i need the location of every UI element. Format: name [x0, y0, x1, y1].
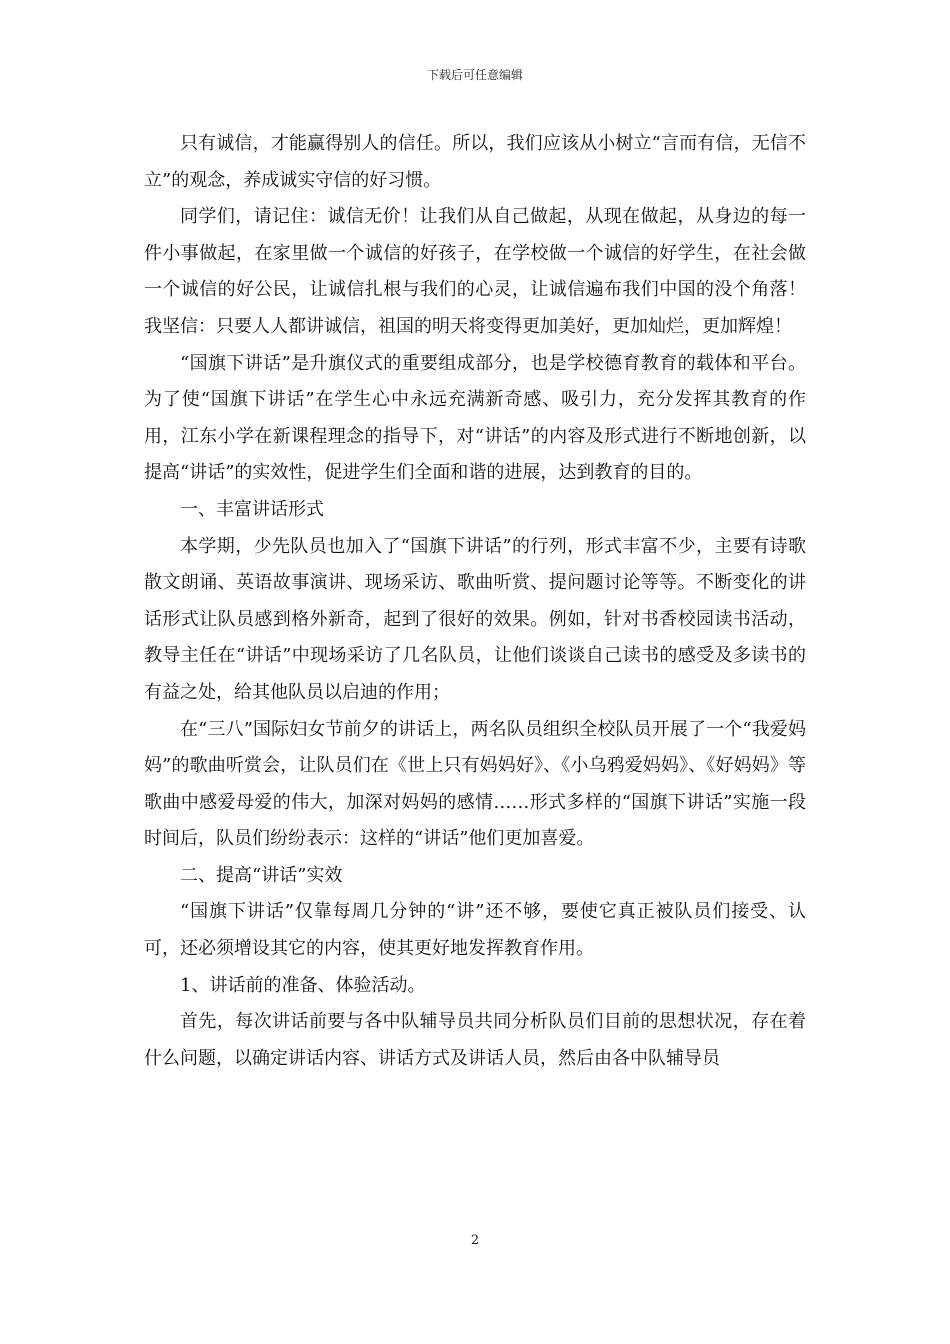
- subsection-heading: 1、讲话前的准备、体验活动。: [180, 974, 426, 996]
- page-number: 2: [470, 1233, 480, 1248]
- section-heading: 一、丰富讲话形式: [180, 498, 324, 520]
- paragraph: 只有诚信，才能赢得别人的信任。所以，我们应该从小树立“言而有信，无信不立”的观念，养成诚实守信的好习惯。: [144, 133, 806, 191]
- document-body: [144, 126, 806, 1077]
- paragraph: 在“三八”国际妇女节前夕的讲话上，两名队员组织全校队员开展了一个“我爱妈妈”的歌曲听赏会，让队员们在《世上只有妈妈好》、《小乌鸦爱妈妈》、《好妈妈》等歌曲中感爱母爱的伟大，加深对妈妈的感情……形式多样的“国旗下讲话”实施一段时间后，队员们纷纷表示：这样的“讲话”他们更加喜爱。: [144, 718, 806, 850]
- paragraph: 本学期，少先队员也加入了“国旗下讲话”的行列，形式丰富不少，主要有诗歌散文朗诵、英语故事演讲、现场采访、歌曲听赏、提问题讨论等等。不断变化的讲话形式让队员感到格外新奇，起到了很好的效果。例如，针对书香校园读书活动，教导主任在“讲话”中现场采访了几名队员，让他们谈谈自己读书的感受及多读书的有益之处，给其他队员以启迪的作用；: [144, 535, 806, 703]
- paragraph: 同学们，请记住：诚信无价！让我们从自己做起，从现在做起，从身边的每一件小事做起，在家里做一个诚信的好孩子，在学校做一个诚信的好学生，在社会做一个诚信的好公民，让诚信扎根与我们的心灵，让诚信遍布我们中国的没个角落！我坚信：只要人人都讲诚信，祖国的明天将变得更加美好，更加灿烂，更加辉煌！: [144, 206, 806, 337]
- page-header: 下载后可任意编辑: [426, 68, 523, 82]
- paragraph: “国旗下讲话”仅靠每周几分钟的“讲”还不够，要使它真正被队员们接受、认可，还必须增设其它的内容，使其更好地发挥教育作用。: [144, 901, 806, 960]
- paragraph: 首先，每次讲话前要与各中队辅导员共同分析队员们目前的思想状况，存在着什么问题，以确定讲话内容、讲话方式及讲话人员，然后由各中队辅导员: [144, 1011, 806, 1069]
- paragraph: “国旗下讲话”是升旗仪式的重要组成部分，也是学校德育教育的载体和平台。为了使“国旗下讲话”在学生心中永远充满新奇感、吸引力，充分发挥其教育的作用，江东小学在新课程理念的指导下，对“讲话”的内容及形式进行不断地创新，以提高“讲话”的实效性，促进学生们全面和谐的进展，达到教育的目的。: [144, 352, 806, 484]
- section-heading: 二、提高“讲话”实效: [180, 864, 343, 886]
